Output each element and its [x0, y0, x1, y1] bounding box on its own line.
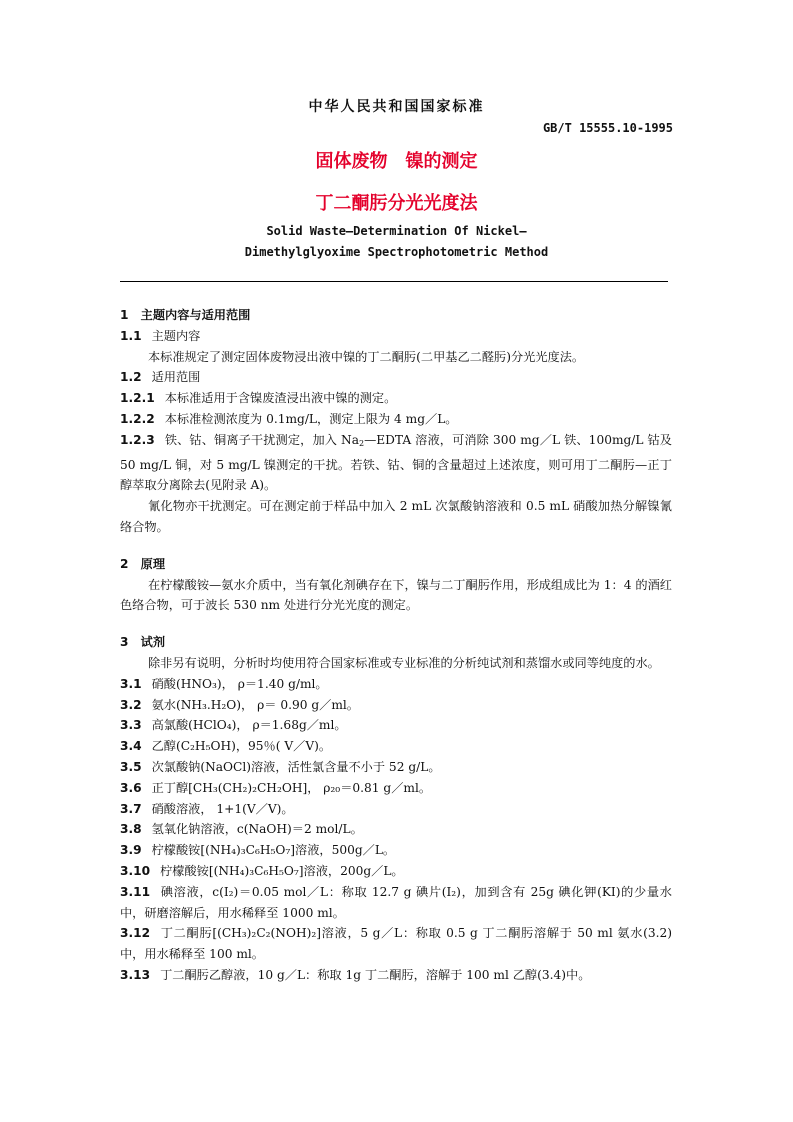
standard-code: GB/T 15555.10-1995: [542, 121, 673, 135]
title-english-line2: Dimethylglyoxime Spectrophotometric Method: [244, 245, 549, 259]
clause-1-1: [120, 326, 672, 347]
reagent-3-13: [120, 965, 672, 986]
reagent-3-9: [120, 840, 672, 861]
section-3-heading: 3 试剂: [120, 635, 166, 650]
reagent-text: 次氯酸钠(NaOCl)溶液，活性氯含量不小于 52 g/L。: [151, 759, 441, 774]
clause-text-part2: —EDTA 溶液，可消除 300 mg／L 铁、100mg/L 钴及 50 mg/L 铜，对 5 mg/L 镍测定的干扰。若铁、钴、铜的含量超过上述浓度，则可用丁二酮肟—正丁醇萃取分离除去(见附录 A)。: [120, 432, 672, 493]
clause-1-2: [120, 367, 672, 388]
clause-text: 本标准适用于含镍废渣浸出液中镍的测定。: [164, 391, 397, 406]
reagent-text: 柠檬酸铵[(NH₄)₃C₆H₅O₇]溶液，500g／L。: [151, 843, 396, 858]
clause-number: 1.2.2: [120, 411, 155, 426]
clause-number: 3.7: [120, 801, 142, 816]
clause-title: 主题内容: [151, 328, 201, 343]
reagent-text: 高氯酸(HClO₄)， ρ＝1.68g／ml。: [151, 718, 347, 733]
reagent-3-3: [120, 715, 672, 736]
reagent-text: 丁二酮肟[(CH₃)₂C₂(NOH)₂]溶液，5 g／L：称取 0.5 g 丁二酮肟溶解于 50 ml 氨水(3.2)中，用水稀释至 100 ml。: [120, 926, 672, 962]
subscript: 2: [358, 438, 365, 448]
clause-number: 3.9: [120, 843, 142, 858]
clause-number: 3.13: [120, 967, 151, 982]
clause-number: 3.2: [120, 697, 142, 712]
clause-title: 适用范围: [151, 370, 201, 385]
header-divider: [120, 281, 668, 282]
reagent-3-4: [120, 736, 672, 757]
reagent-3-5: [120, 757, 672, 778]
clause-1-2-1: [120, 388, 672, 409]
section-2-text: 在柠檬酸铵—氨水介质中，当有氧化剂碘存在下，镍与二丁酮肟作用，形成组成比为 1：4 的酒红色络合物，可于波长 530 nm 处进行分光光度的测定。: [120, 577, 672, 613]
reagent-3-8: [120, 819, 672, 840]
reagent-3-2: [120, 695, 672, 716]
section-2-heading: 2 原理: [120, 556, 166, 571]
clause-number: 3.12: [120, 926, 151, 941]
clause-number: 3.1: [120, 676, 142, 691]
title-chinese-line2: 丁二酮肟分光光度法: [315, 193, 478, 214]
clause-number: 1.2.3: [120, 432, 155, 447]
clause-number: 3.11: [120, 884, 151, 899]
standard-organization: 中华人民共和国国家标准: [308, 99, 485, 115]
clause-1-2-3: [120, 430, 672, 496]
section-1-heading: 1 主题内容与适用范围: [120, 308, 251, 322]
clause-1-2-2: [120, 409, 672, 430]
clause-1-1-text: 本标准规定了测定固体废物浸出液中镍的丁二酮肟(二甲基乙二醛肟)分光光度法。: [148, 349, 585, 364]
clause-number: 3.6: [120, 780, 142, 795]
clause-number: 1.2.1: [120, 391, 155, 406]
reagent-3-6: [120, 778, 672, 799]
title-chinese-line1: 固体废物 镍的测定: [315, 151, 478, 172]
reagent-text: 硝酸溶液， 1+1(V／V)。: [151, 801, 294, 816]
clause-1-2-3-paragraph: 氰化物亦干扰测定。可在测定前于样品中加入 2 mL 次氯酸钠溶液和 0.5 mL 硝酸加热分解镍氰络合物。: [120, 499, 672, 534]
reagent-3-7: [120, 799, 672, 820]
title-english-line1: Solid Waste—Determination Of Nickel—: [266, 224, 527, 238]
clause-number: 3.10: [120, 863, 151, 878]
document-body: [120, 305, 672, 986]
clause-text-part1: 铁、钴、铜离子干扰测定，加入 Na: [164, 432, 359, 447]
reagent-3-12: [120, 923, 672, 965]
reagent-text: 氨水(NH₃.H₂O)， ρ＝ 0.90 g／ml。: [151, 697, 359, 712]
clause-number: 3.4: [120, 739, 142, 754]
clause-number: 1.1: [120, 328, 142, 343]
reagent-text: 丁二酮肟乙醇液，10 g／L：称取 1g 丁二酮肟，溶解于 100 ml 乙醇(3.4)中。: [160, 967, 591, 982]
reagent-text: 乙醇(C₂H₅OH)，95％( V／V)。: [151, 739, 332, 754]
reagent-3-10: [120, 861, 672, 882]
clause-text: 本标准检测浓度为 0.1mg/L，测定上限为 4 mg／L。: [164, 411, 458, 426]
clause-number: 3.8: [120, 822, 142, 837]
reagent-text: 硝酸(HNO₃)， ρ＝1.40 g/ml。: [151, 676, 328, 691]
clause-number: 3.5: [120, 759, 142, 774]
clause-number: 3.3: [120, 718, 142, 733]
reagent-3-11: [120, 882, 672, 924]
clause-number: 1.2: [120, 370, 142, 385]
reagent-3-1: [120, 674, 672, 695]
reagent-text: 氢氧化钠溶液，c(NaOH)＝2 mol/L。: [151, 822, 363, 837]
reagent-text: 碘溶液，c(I₂)＝0.05 mol／L：称取 12.7 g 碘片(I₂)，加到含有 25g 碘化钾(KI)的少量水中，研磨溶解后，用水稀释至 1000 ml。: [120, 884, 672, 920]
section-3-intro: 除非另有说明，分析时均使用符合国家标准或专业标准的分析纯试剂和蒸馏水或同等纯度的水。: [148, 655, 660, 670]
reagent-text: 正丁醇[CH₃(CH₂)₂CH₂OH]， ρ₂₀＝0.81 g／ml。: [151, 780, 432, 795]
reagent-text: 柠檬酸铵[(NH₄)₃C₆H₅O₇]溶液，200g／L。: [160, 863, 404, 878]
